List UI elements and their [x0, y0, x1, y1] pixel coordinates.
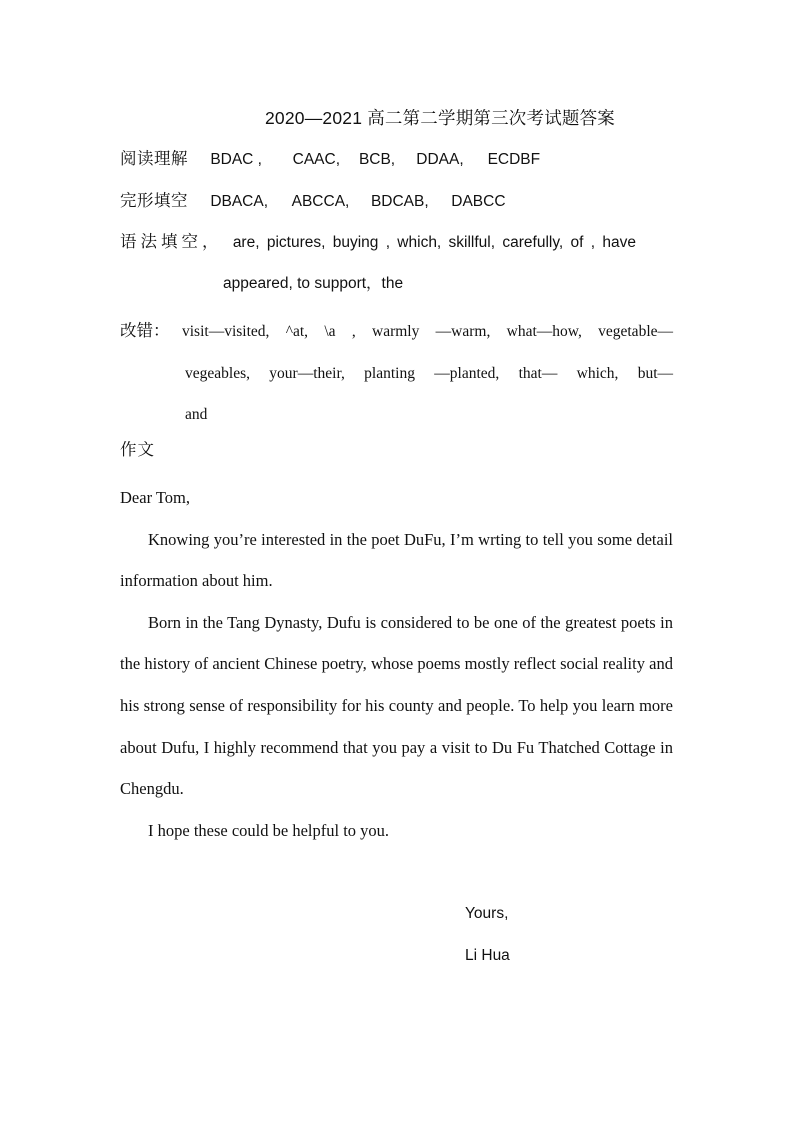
cloze-answer: DBACA,	[210, 193, 269, 210]
correction-line-1: visit—visited, ^at, \a , warmly —warm, what—how, vegetable—	[182, 323, 673, 340]
essay-label: 作文	[120, 441, 155, 459]
correction-line-2: vegeables, your—their, planting —planted, that— which, but—	[185, 364, 673, 382]
cloze-answer: DABCC	[451, 193, 506, 210]
correction-line-3: and	[185, 406, 208, 424]
reading-answers-row	[120, 144, 673, 175]
grammar-answers-line-2: appeared, to support，the	[223, 275, 404, 292]
cloze-answer: ABCCA,	[291, 193, 350, 210]
reading-answer: CAAC,	[292, 151, 340, 168]
reading-answer: DDAA,	[416, 151, 464, 168]
correction-label: 改错：	[120, 322, 170, 340]
reading-answer: BCB,	[358, 151, 396, 168]
cloze-label: 完形填空	[120, 192, 188, 210]
cloze-answers	[210, 193, 505, 210]
grammar-answers-row	[120, 227, 673, 258]
letter-sign-off	[465, 893, 510, 976]
reading-label: 阅读理解	[120, 150, 188, 168]
letter-closing: Yours,	[465, 905, 509, 922]
reading-answers	[210, 151, 540, 168]
cloze-answers-row	[120, 186, 673, 217]
letter-signature: Li Hua	[465, 946, 510, 964]
letter-paragraph: Knowing you’re interested in the poet DuFu, I’m wrting to tell you some detail information about him.	[120, 529, 673, 591]
correction-body	[182, 311, 673, 436]
reading-answer: ECDBF	[487, 151, 541, 168]
essay-letter	[120, 477, 673, 851]
grammar-label: 语法填空，	[120, 233, 223, 251]
letter-paragraph: Born in the Tang Dynasty, Dufu is considered to be one of the greatest poets in the history of ancient Chinese poetry, whose poems mostly reflect social reality and his strong sense of responsibility for his county and people. To help you learn more about Dufu, I highly recommend that you pay a visit to Du Fu Thatched Cottage in Chengdu.	[120, 612, 673, 799]
grammar-answers-line-1: are, pictures, buying , which, skillful, carefully, of , have	[232, 234, 636, 251]
letter-paragraph: I hope these could be helpful to you.	[148, 820, 390, 840]
letter-greeting: Dear Tom,	[120, 488, 191, 507]
reading-answer: BDAC ,	[210, 151, 262, 168]
page-title: 2020—2021 高二第二学期第三次考试题答案	[264, 108, 616, 128]
correction-answers	[120, 311, 673, 436]
cloze-answer: BDCAB,	[370, 193, 429, 210]
